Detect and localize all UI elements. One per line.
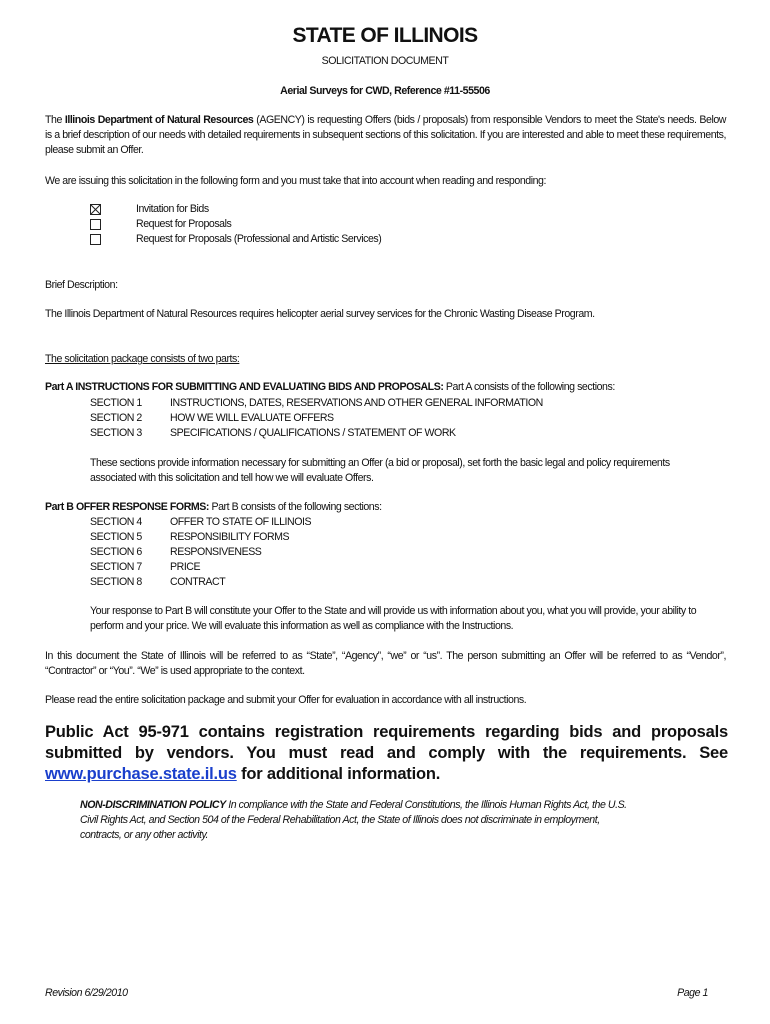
option-label-request-for-proposals-pas: Request for Proposals (Professional and Artistic Services): [136, 233, 382, 245]
public-act-text: Public Act 95-971 contains registration requirements regarding bids and proposals submitted by vendors. You must read and comply with the requirements. See: [45, 723, 728, 762]
section-name: RESPONSIVENESS: [170, 546, 262, 558]
definitions-paragraph: In this document the State of Illinois will be referred to as “State”, “Agency”, “we” or “us”. The person submitting an Offer will be referred to as “Vendor”, “Contractor” or “You”. “We” is used appropriate to the context.: [45, 650, 726, 677]
document-subtitle: SOLICITATION DOCUMENT: [321, 55, 449, 67]
part-a-label: Part A INSTRUCTIONS FOR SUBMITTING AND EVALUATING BIDS AND PROPOSALS:: [45, 381, 444, 393]
section-name: CONTRACT: [170, 576, 226, 588]
part-a-note-line1: These sections provide information necessary for submitting an Offer (a bid or proposal), set forth the basic legal and policy requirements: [90, 457, 670, 469]
brief-description-heading: Brief Description:: [45, 279, 118, 291]
checked-x-icon: [91, 205, 100, 214]
section-name: RESPONSIBILITY FORMS: [170, 531, 290, 543]
public-act-text-end: for additional information.: [236, 765, 441, 783]
purchase-website-link[interactable]: www.purchase.state.il.us: [45, 765, 237, 783]
section-code: SECTION 6: [90, 546, 142, 558]
section-name: PRICE: [170, 561, 201, 573]
section-code: SECTION 5: [90, 531, 142, 543]
section-code: SECTION 7: [90, 561, 142, 573]
intro-prefix: The: [45, 114, 65, 126]
section-name: HOW WE WILL EVALUATE OFFERS: [170, 412, 334, 424]
section-code: SECTION 8: [90, 576, 142, 588]
page-title: STATE OF ILLINOIS: [292, 24, 478, 47]
section-code: SECTION 4: [90, 516, 142, 528]
option-label-invitation-for-bids: Invitation for Bids: [136, 203, 209, 215]
policy-label: NON-DISCRIMINATION POLICY: [80, 799, 226, 811]
section-code: SECTION 2: [90, 412, 142, 424]
non-discrimination-policy: [80, 798, 640, 843]
section-name: SPECIFICATIONS / QUALIFICATIONS / STATEMENT OF WORK: [170, 427, 456, 439]
section-name: INSTRUCTIONS, DATES, RESERVATIONS AND OTHER GENERAL INFORMATION: [170, 397, 543, 409]
issuing-text: We are issuing this solicitation in the following form and you must take that into account when reading and responding:: [45, 175, 546, 187]
part-b-note-line1: Your response to Part B will constitute your Offer to the State and will provide us with information about you, what you will provide, your ability to: [90, 605, 697, 617]
section-code: SECTION 3: [90, 427, 142, 439]
brief-description-text: The Illinois Department of Natural Resources requires helicopter aerial survey services for the Chronic Wasting Disease Program.: [45, 308, 595, 320]
revision-date: Revision 6/29/2010: [45, 987, 128, 999]
checkbox-request-for-proposals-pas[interactable]: [90, 234, 101, 245]
checkbox-request-for-proposals[interactable]: [90, 219, 101, 230]
intro-paragraph: [45, 113, 726, 158]
part-a-note-line2: associated with this solicitation and tell how we will evaluate Offers.: [90, 472, 374, 484]
option-label-request-for-proposals: Request for Proposals: [136, 218, 232, 230]
part-b-note-line2: perform and your price. We will evaluate this information as well as compliance with the Instructions.: [90, 620, 514, 632]
reference-line: Aerial Surveys for CWD, Reference #11-55506: [280, 85, 490, 97]
part-b-heading: [45, 500, 382, 515]
checkbox-invitation-for-bids[interactable]: [90, 204, 101, 215]
section-code: SECTION 1: [90, 397, 142, 409]
public-act-notice: [45, 722, 728, 785]
package-heading: The solicitation package consists of two parts:: [45, 353, 240, 365]
page-number: Page 1: [677, 987, 708, 999]
part-a-heading: [45, 380, 615, 395]
part-b-label: Part B OFFER RESPONSE FORMS:: [45, 501, 209, 513]
intro-text: (AGENCY) is requesting Offers (bids / proposals) from responsible Vendors to meet the State's needs. Below is a brief description of our needs with detailed requirements in subsequent sections of this solicitation. If you are interested and able to meet these requirements, please submit an Offer.: [45, 114, 726, 156]
read-instructions-text: Please read the entire solicitation package and submit your Offer for evaluation in accordance with all instructions.: [45, 694, 527, 706]
part-b-intro: Part B consists of the following sections:: [208, 501, 382, 513]
part-a-intro: Part A consists of the following sections:: [443, 381, 615, 393]
agency-name: Illinois Department of Natural Resources: [64, 114, 254, 126]
policy-text: In compliance with the State and Federal Constitutions, the Illinois Human Rights Act, the U.S. Civil Rights Act, and Section 504 of the Federal Rehabilitation Act, the State of Illinois does not discriminate in employment, contracts, or any other activity.: [80, 799, 627, 841]
section-name: OFFER TO STATE OF ILLINOIS: [170, 516, 312, 528]
